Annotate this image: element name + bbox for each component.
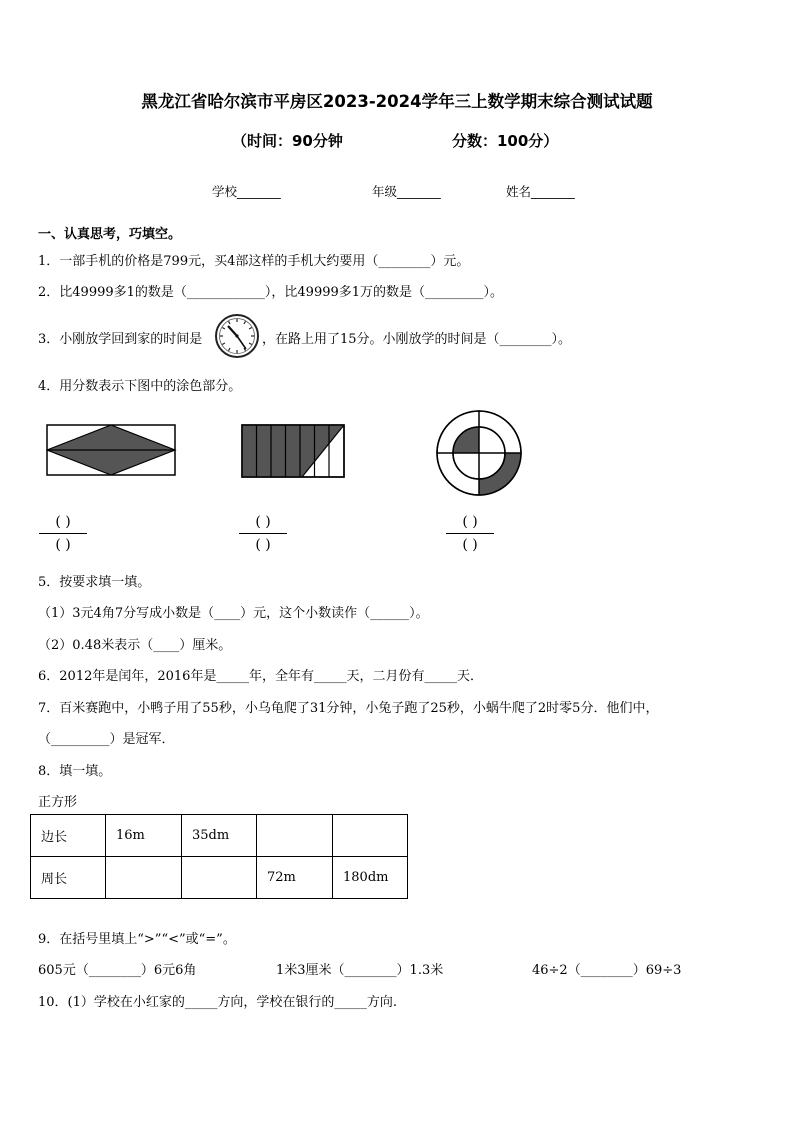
question-5-1: （1）3元4角7分写成小数是（____）元，这个小数读作（______）。	[38, 606, 429, 621]
question-5-2: （2）0.48米表示（____）厘米。	[38, 638, 232, 653]
question-3-part-a: 3．小刚放学回到家的时间是	[38, 332, 203, 347]
table-cell[interactable]	[182, 857, 257, 899]
square-table	[30, 814, 408, 899]
table-cell: 35dm	[182, 815, 257, 857]
school-field[interactable]: 学校_______	[212, 184, 281, 199]
table-cell: 16m	[106, 815, 182, 857]
question-8: 8．填一填。	[38, 764, 112, 779]
denominator-blank[interactable]: ( )	[462, 537, 478, 553]
question-3-part-b: ，在路上用了15分。小刚放学的时间是（________）。	[262, 332, 572, 347]
table-cell: 180dm	[333, 857, 408, 899]
fraction-answer-2[interactable]	[237, 512, 289, 555]
clock-icon	[214, 313, 260, 359]
fraction-bar	[446, 533, 494, 534]
page-title: 黑龙江省哈尔滨市平房区2023-2024学年三上数学期末综合测试试题	[141, 92, 653, 111]
question-6: 6．2012年是闰年，2016年是_____年，全年有_____天，二月份有_____天．	[38, 669, 483, 684]
table-cell[interactable]	[333, 815, 408, 857]
figure-rhombus	[46, 424, 178, 478]
table-row	[31, 857, 408, 899]
table-cell[interactable]	[257, 815, 333, 857]
exam-time: （时间：90分钟	[232, 132, 343, 150]
question-10: 10．(1）学校在小红家的_____方向，学校在银行的_____方向.	[38, 995, 398, 1010]
question-2: 2．比49999多1的数是（____________），比49999多1万的数是（_________）。	[38, 285, 504, 300]
denominator-blank[interactable]: ( )	[55, 537, 71, 553]
question-7-line-2: （_________）是冠军．	[38, 732, 175, 747]
question-1: 1．一部手机的价格是799元，买4部这样的手机大约要用（________）元。	[38, 254, 470, 269]
table-cell: 72m	[257, 857, 333, 899]
figure-ring	[434, 408, 524, 498]
table-row	[31, 815, 408, 857]
fraction-bar	[239, 533, 287, 534]
question-4: 4．用分数表示下图中的涂色部分。	[38, 379, 242, 394]
table-caption: 正方形	[38, 795, 78, 810]
question-9-a: 605元（________）6元6角	[38, 963, 197, 978]
table-cell: 边长	[31, 815, 106, 857]
fraction-bar	[39, 533, 87, 534]
numerator-blank[interactable]: ( )	[255, 514, 271, 530]
exam-score: 分数：100分）	[452, 132, 559, 150]
name-field[interactable]: 姓名_______	[506, 184, 575, 199]
question-5: 5．按要求填一填。	[38, 575, 151, 590]
denominator-blank[interactable]: ( )	[255, 537, 271, 553]
fraction-answer-3[interactable]	[444, 512, 496, 555]
numerator-blank[interactable]: ( )	[55, 514, 71, 530]
numerator-blank[interactable]: ( )	[462, 514, 478, 530]
grade-field[interactable]: 年级_______	[372, 184, 441, 199]
figure-striped-rectangle	[241, 424, 347, 480]
question-9: 9．在括号里填上“>”“<”或“=”。	[38, 932, 236, 947]
table-cell[interactable]	[106, 857, 182, 899]
table-cell: 周长	[31, 857, 106, 899]
section-1-title: 一、认真思考，巧填空。	[38, 227, 182, 242]
question-7-line-1: 7．百米赛跑中，小鸭子用了55秒，小乌龟爬了31分钟，小兔子跑了25秒，小蜗牛爬了2时零5分．他们中，	[38, 701, 659, 716]
question-9-b: 1米3厘米（________）1.3米	[276, 963, 444, 978]
question-9-c: 46÷2（________）69÷3	[532, 963, 682, 978]
fraction-answer-1[interactable]	[37, 512, 89, 555]
